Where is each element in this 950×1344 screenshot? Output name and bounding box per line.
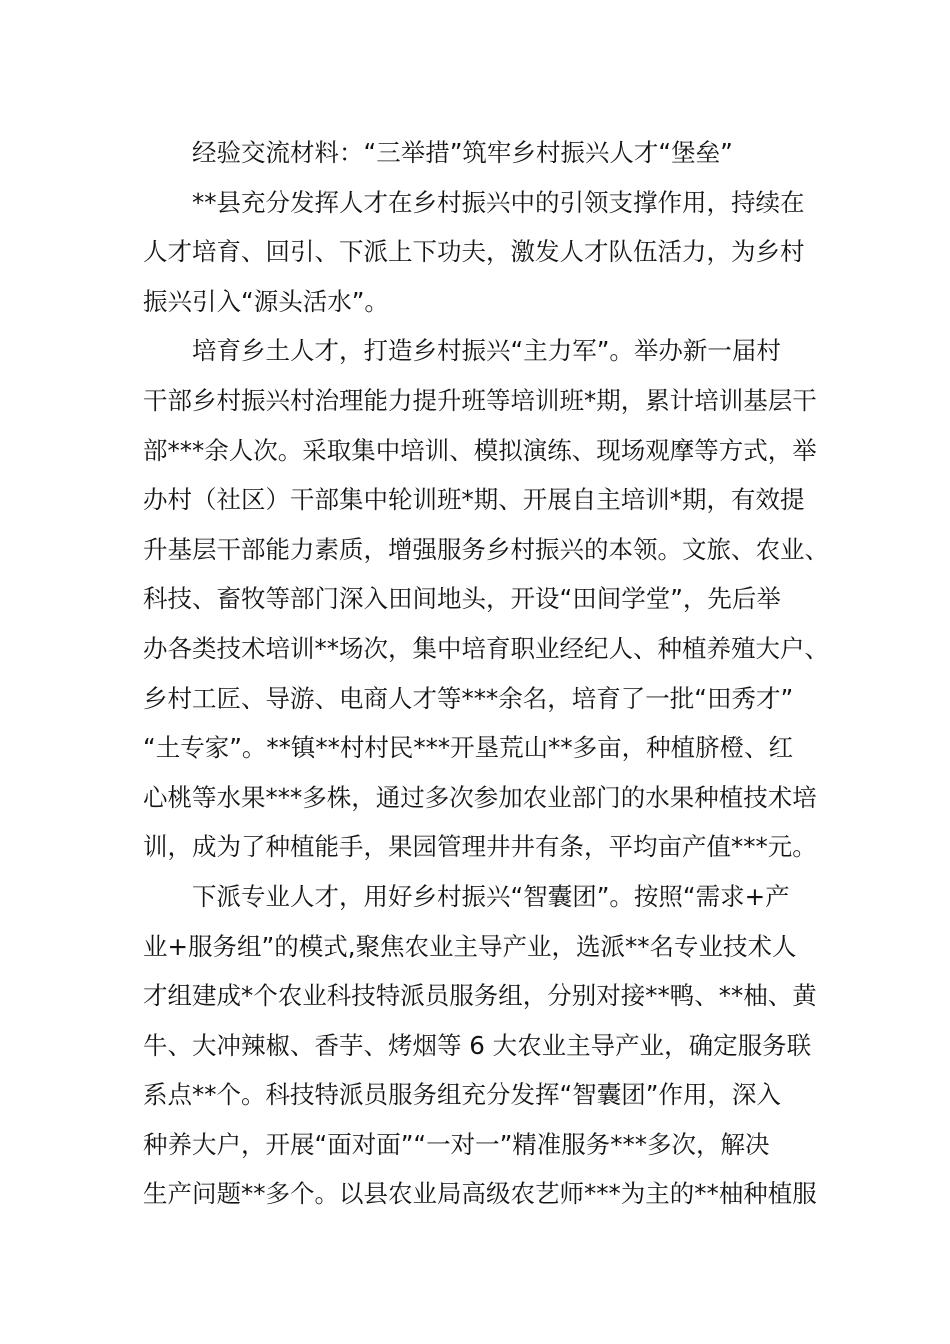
paragraph-line: 干部乡村振兴村治理能力提升班等培训班*期，累计培训基层干 <box>143 385 817 415</box>
document-title: 经验交流材料：“三举措”筑牢乡村振兴人才“堡垒” <box>192 138 733 167</box>
paragraph-line: 业+服务组”的模式,聚焦农业主导产业，选派**名专业技术人 <box>143 931 797 961</box>
paragraph-line: “土专家”。**镇**村村民***开垦荒山**多亩，种植脐橙、红 <box>143 733 794 763</box>
paragraph-line: 牛、大冲辣椒、香芋、烤烟等 6 大农业主导产业，确定服务联 <box>143 1030 812 1060</box>
document-body <box>143 128 829 1219</box>
paragraph-line: 种养大户，开展“面对面”“一对一”精准服务***多次，解决 <box>143 1129 770 1159</box>
paragraph-line: 乡村工匠、导游、电商人才等***余名，培育了一批“田秀才” <box>143 683 794 713</box>
paragraph-line: 系点**个。科技特派员服务组充分发挥“智囊团”作用，深入 <box>143 1080 781 1110</box>
paragraph-line: 才组建成*个农业科技特派员服务组，分别对接**鸭、**柚、黄 <box>143 981 817 1011</box>
paragraph-line: 培育乡土人才，打造乡村振兴“主力军”。举办新一届村 <box>192 336 781 366</box>
paragraph-line: 科技、畜牧等部门深入田间地头，开设“田间学堂”，先后举 <box>143 584 781 614</box>
intro-line: **县充分发挥人才在乡村振兴中的引领支撑作用，持续在 <box>192 187 805 217</box>
paragraph-line: 生产问题**多个。以县农业局高级农艺师***为主的**柚种植服 <box>143 1179 817 1209</box>
paragraph-line: 下派专业人才，用好乡村振兴“智囊团”。按照“需求+产 <box>192 881 790 911</box>
paragraph-line: 升基层干部能力素质，增强服务乡村振兴的本领。文旅、农业、 <box>143 534 829 564</box>
paragraph-line: 办各类技术培训**场次，集中培育职业经纪人、种植养殖大户、 <box>143 633 829 663</box>
intro-line: 人才培育、回引、下派上下功夫，激发人才队伍活力，为乡村 <box>143 237 805 267</box>
paragraph-line: 心桃等水果***多株，通过多次参加农业部门的水果种植技术培 <box>143 782 817 812</box>
paragraph-line: 部***余人次。采取集中培训、模拟演练、现场观摩等方式，举 <box>143 435 817 465</box>
paragraph-line: 办村（社区）干部集中轮训班*期、开展自主培训*期，有效提 <box>143 485 805 515</box>
intro-line: 振兴引入“源头活水”。 <box>143 286 389 316</box>
paragraph-line: 训，成为了种植能手，果园管理井井有条，平均亩产值***元。 <box>143 832 817 862</box>
